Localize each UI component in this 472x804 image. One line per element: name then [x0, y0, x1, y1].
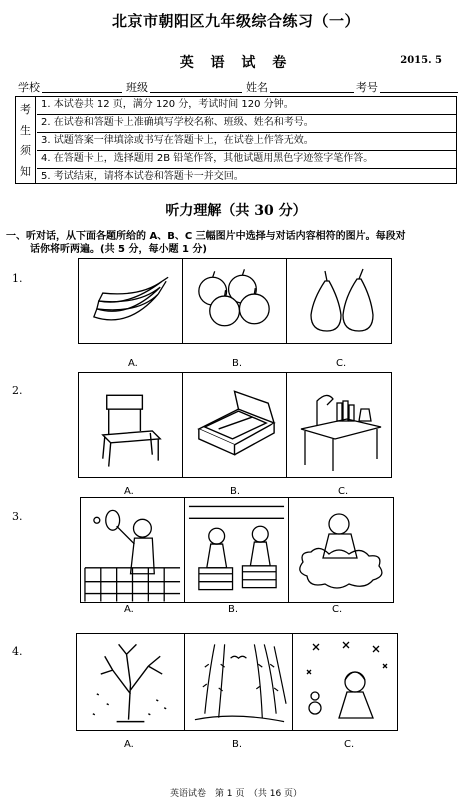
notice-heading — [16, 97, 36, 183]
question-2-pictures — [78, 372, 392, 478]
winter-snow-icon[interactable] — [293, 634, 397, 730]
notice-heading-char: 知 — [20, 164, 31, 178]
instruction-line: 一、听对话，从下面各题所给的 A、B、C 三幅图片中选择与对话内容相符的图片。每段对 — [6, 231, 406, 242]
notice-item: 4. 在答题卡上，选择题用 2B 铅笔作答，其他试题用黑色字迹签字笔作答。 — [37, 151, 456, 169]
notice-item: 5. 考试结束，请将本试卷和答题卡一并交回。 — [41, 171, 244, 182]
section-title: 听力理解（共 30 分） — [165, 203, 307, 219]
option-label[interactable]: B. — [232, 358, 243, 369]
option-label[interactable]: C. — [338, 486, 349, 497]
exam-no-field[interactable] — [380, 92, 458, 93]
question-number: 1. — [12, 272, 23, 285]
notice-item: 3. 试题答案一律填涂或书写在答题卡上，在试卷上作答无效。 — [37, 133, 456, 151]
school-label: 学校 — [18, 81, 40, 94]
option-label[interactable]: A. — [124, 739, 134, 750]
question-number: 4. — [12, 645, 23, 658]
instruction-line: 话你将听两遍。(共 5 分，每小题 1 分) — [30, 244, 207, 255]
school-field[interactable] — [42, 92, 122, 93]
option-label[interactable]: A. — [124, 604, 134, 615]
student-info-row — [18, 79, 458, 95]
name-field[interactable] — [270, 92, 354, 93]
class-field[interactable] — [150, 92, 242, 93]
notice-heading-char: 考 — [20, 103, 31, 117]
spring-willow-icon[interactable] — [185, 634, 293, 730]
question-1-pictures — [78, 258, 392, 344]
pears-icon[interactable] — [287, 259, 391, 343]
option-label[interactable]: C. — [344, 739, 355, 750]
apples-icon[interactable] — [183, 259, 287, 343]
option-label[interactable]: C. — [336, 358, 347, 369]
exam-notice-box — [15, 96, 457, 184]
question-3-pictures — [80, 497, 394, 603]
name-label: 姓名 — [246, 81, 268, 94]
chair-icon[interactable] — [79, 373, 183, 477]
notice-item: 2. 在试卷和答题卡上准确填写学校名称、班级、姓名和考号。 — [37, 115, 456, 133]
question-4-pictures — [76, 633, 398, 731]
notice-heading-char: 生 — [20, 123, 31, 137]
page-footer: 英语试卷 第 1 页 （共 16 页） — [169, 789, 303, 799]
class-label: 班级 — [126, 81, 148, 94]
exam-subtitle: 英 语 试 卷 — [179, 55, 293, 71]
shopping-icon[interactable] — [185, 498, 289, 602]
notice-item: 1. 本试卷共 12 页，满分 120 分，考试时间 120 分钟。 — [37, 97, 456, 115]
section-instruction — [6, 230, 468, 256]
washing-icon[interactable] — [289, 498, 393, 602]
bananas-icon[interactable] — [79, 259, 183, 343]
notice-heading-char: 须 — [20, 144, 31, 158]
notice-list — [37, 97, 456, 186]
option-label[interactable]: B. — [232, 739, 243, 750]
desk-icon[interactable] — [287, 373, 391, 477]
question-number: 2. — [12, 384, 23, 397]
pencil-box-icon[interactable] — [183, 373, 287, 477]
autumn-tree-icon[interactable] — [77, 634, 185, 730]
option-label[interactable]: B. — [228, 604, 239, 615]
option-label[interactable]: C. — [332, 604, 343, 615]
option-label[interactable]: A. — [128, 358, 138, 369]
question-number: 3. — [12, 510, 23, 523]
exam-title: 北京市朝阳区九年级综合练习（一） — [111, 12, 360, 30]
tennis-icon[interactable] — [81, 498, 185, 602]
exam-date: 2015. 5 — [400, 55, 442, 66]
exam-no-label: 考号 — [356, 81, 378, 94]
option-label[interactable]: A. — [124, 486, 134, 497]
option-label[interactable]: B. — [230, 486, 241, 497]
